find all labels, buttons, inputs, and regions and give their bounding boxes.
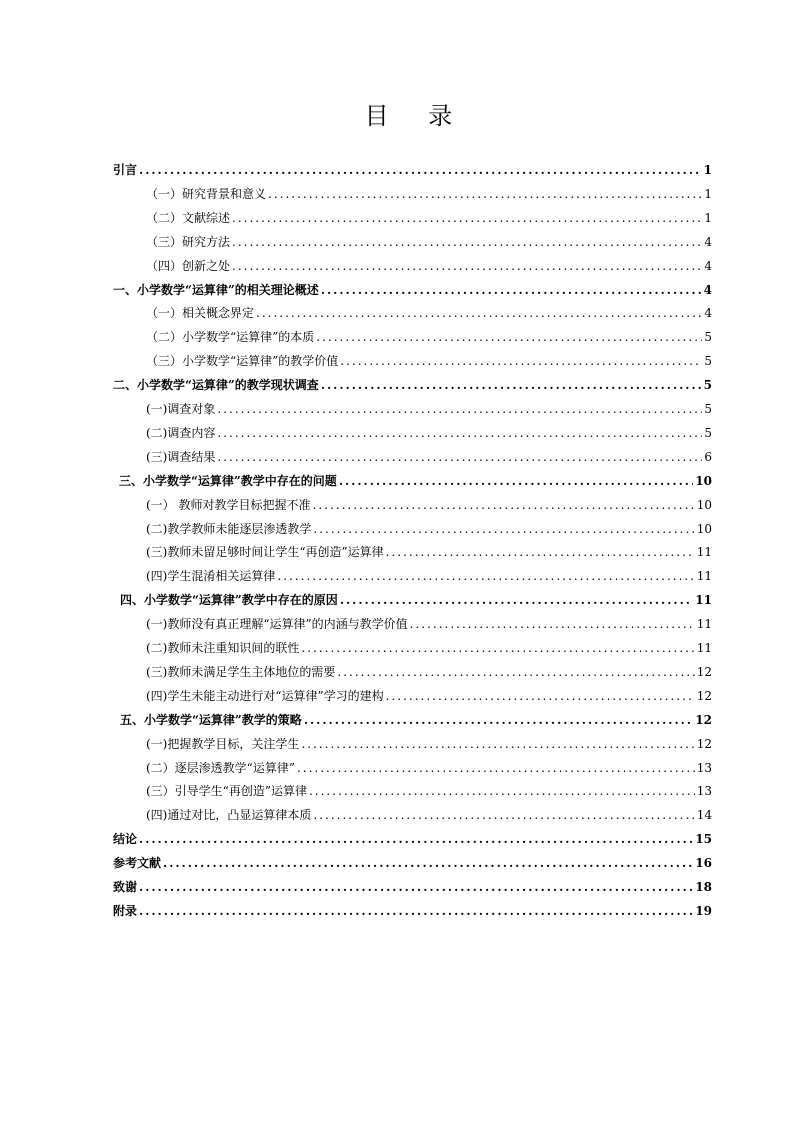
toc-entry[interactable] <box>113 280 712 300</box>
toc-leader-dots <box>301 734 694 754</box>
toc-leader-dots <box>410 614 695 634</box>
toc-entry[interactable] <box>146 734 712 754</box>
toc-entry[interactable] <box>146 184 712 204</box>
toc-entry-title: 三、小学数学“运算律”教学中存在的问题 <box>119 474 337 488</box>
toc-entry-page: 1 <box>704 211 712 225</box>
toc-entry[interactable] <box>146 781 712 801</box>
toc-leader-dots <box>163 853 693 873</box>
toc-entry-title: （一）研究背景和意义 <box>146 187 267 201</box>
toc-entry[interactable] <box>146 614 712 634</box>
toc-entry[interactable] <box>146 495 712 515</box>
toc-leader-dots <box>301 638 694 658</box>
toc-entry-page: 6 <box>704 450 712 464</box>
toc-entry-title: (三）引导学生“再创造”运算律 <box>146 784 307 798</box>
toc-entry[interactable] <box>146 208 712 228</box>
toc-entry[interactable] <box>120 590 712 610</box>
toc-entry-title: (二)教师未注重知识间的联性 <box>146 641 300 655</box>
toc-entry[interactable] <box>146 256 712 276</box>
toc-leader-dots <box>313 805 694 825</box>
toc-entry[interactable] <box>113 877 712 897</box>
toc-entry-title: (一） 教师对教学目标把握不准 <box>146 498 311 512</box>
toc-leader-dots <box>386 686 695 706</box>
toc-entry-title: 致谢 <box>113 880 138 894</box>
toc-entry[interactable] <box>146 447 712 467</box>
toc-entry-page: 5 <box>704 426 712 440</box>
toc-entry-title: 参考文献 <box>113 856 162 870</box>
toc-entry-page: 4 <box>704 259 712 273</box>
toc-leader-dots <box>316 327 702 347</box>
toc-entry-page: 1 <box>703 163 712 177</box>
toc-entry-title: (一)教师没有真正理解“运算律”的内涵与教学价值 <box>146 617 408 631</box>
toc-entry-title: 一、小学数学“运算律”的相关理论概述 <box>113 283 319 297</box>
toc-entry-title: （二）小学数学“运算律”的本质 <box>146 330 315 344</box>
toc-entry[interactable] <box>146 303 712 323</box>
toc-leader-dots <box>139 901 693 921</box>
toc-entry[interactable] <box>146 351 712 371</box>
toc-leader-dots <box>339 471 693 491</box>
toc-entry-page: 14 <box>696 808 712 822</box>
toc-entry-title: 二、小学数学“运算律”的教学现状调查 <box>113 378 319 392</box>
toc-entry-title: (四)学生混淆相关运算律 <box>146 569 276 583</box>
toc-entry-title: 五、小学数学“运算律”教学的策略 <box>120 713 302 727</box>
toc-leader-dots <box>139 160 702 180</box>
toc-leader-dots <box>304 710 693 730</box>
toc-leader-dots <box>340 590 693 610</box>
toc-entry-page: 10 <box>696 498 712 512</box>
toc-entry[interactable] <box>146 805 712 825</box>
toc-entry-title: (一)调查对象 <box>146 402 216 416</box>
toc-entry-title: (二)调查内容 <box>146 426 216 440</box>
toc-entry-title: 结论 <box>113 832 138 846</box>
toc-entry-title: (一)把握教学目标，关注学生 <box>146 737 300 751</box>
toc-entry-page: 4 <box>704 235 712 249</box>
toc-leader-dots <box>232 232 702 252</box>
toc-leader-dots <box>232 256 702 276</box>
toc-entry[interactable] <box>146 686 712 706</box>
toc-entry[interactable] <box>146 662 712 682</box>
toc-entry[interactable] <box>146 638 712 658</box>
toc-entry[interactable] <box>146 519 712 539</box>
toc-entry-title: （三）小学数学“运算律”的教学价值 <box>146 354 339 368</box>
toc-entry[interactable] <box>113 375 712 395</box>
toc-entry-page: 5 <box>703 378 712 392</box>
toc-leader-dots <box>139 877 693 897</box>
toc-entry-page: 10 <box>696 522 712 536</box>
toc-entry[interactable] <box>146 542 712 562</box>
toc-entry-page: 12 <box>696 689 712 703</box>
toc-entry[interactable] <box>146 327 712 347</box>
toc-entry-page: 13 <box>696 784 712 798</box>
toc-leader-dots <box>217 399 702 419</box>
toc-entry-page: 11 <box>696 617 712 631</box>
toc-entry-title: (三)教师未满足学生主体地位的需要 <box>146 665 336 679</box>
toc-entry-page: 1 <box>704 187 712 201</box>
toc-entry-page: 11 <box>696 545 712 559</box>
toc-entry-page: 19 <box>695 904 712 918</box>
toc-leader-dots <box>139 829 693 849</box>
toc-entry-page: 11 <box>695 593 712 607</box>
toc-leader-dots <box>386 542 695 562</box>
toc-entry-page: 11 <box>696 569 712 583</box>
toc-entry[interactable] <box>146 566 712 586</box>
toc-entry-page: 18 <box>695 880 712 894</box>
toc-leader-dots <box>313 519 694 539</box>
toc-entry[interactable] <box>113 160 712 180</box>
toc-entry[interactable] <box>146 758 712 778</box>
toc-entry-title: （一）相关概念界定 <box>146 306 255 320</box>
toc-entry[interactable] <box>113 901 712 921</box>
page-title: 目 录 <box>364 102 469 130</box>
toc-leader-dots <box>232 208 702 228</box>
toc-entry-title: 附录 <box>113 904 138 918</box>
toc-entry[interactable] <box>146 423 712 443</box>
toc-entry-title: (四)学生未能主动进行对“运算律”学习的建构 <box>146 689 384 703</box>
toc-leader-dots <box>321 375 702 395</box>
toc-entry-page: 12 <box>696 665 712 679</box>
toc-leader-dots <box>217 423 702 443</box>
toc-leader-dots <box>337 662 694 682</box>
toc-entry-page: 5 <box>704 330 712 344</box>
toc-entry-title: （三）研究方法 <box>146 235 231 249</box>
toc-entry-page: 4 <box>703 283 712 297</box>
toc-entry[interactable] <box>119 471 712 491</box>
toc-entry[interactable] <box>113 829 712 849</box>
toc-entry-page: 15 <box>695 832 712 846</box>
toc-entry-title: (三)调查结果 <box>146 450 216 464</box>
toc-entry-title: (三)教师未留足够时间让学生“再创造”运算律 <box>146 545 384 559</box>
toc-leader-dots <box>309 781 695 801</box>
toc-entry-title: （四）创新之处 <box>146 259 231 273</box>
toc-entry-page: 12 <box>695 713 712 727</box>
toc-leader-dots <box>313 495 695 515</box>
toc-entry-page: 13 <box>696 761 712 775</box>
toc-leader-dots <box>256 303 702 323</box>
toc-leader-dots <box>268 184 702 204</box>
toc-leader-dots <box>321 280 702 300</box>
toc-entry-page: 4 <box>704 306 712 320</box>
toc-entry-title: （二）文献综述 <box>146 211 231 225</box>
toc-leader-dots <box>340 351 702 371</box>
toc-leader-dots <box>217 447 702 467</box>
toc-leader-dots <box>277 566 694 586</box>
toc-entry-page: 11 <box>696 641 712 655</box>
toc-entry-title: (四)通过对比，凸显运算律本质 <box>146 808 312 822</box>
toc-entry-title: (二）逐层渗透教学“运算律” <box>146 761 295 775</box>
toc-entry-title: 四、小学数学“运算律”教学中存在的原因 <box>120 593 338 607</box>
toc-entry[interactable] <box>120 710 712 730</box>
toc-leader-dots <box>297 758 695 778</box>
toc-entry-title: (二)教学教师未能逐层渗透教学 <box>146 522 312 536</box>
toc-entry-page: 16 <box>695 856 712 870</box>
toc-entry-page: 10 <box>695 474 712 488</box>
toc-entry[interactable] <box>146 232 712 252</box>
toc-entry-page: 5 <box>704 402 712 416</box>
toc-entry-title: 引言 <box>113 163 138 177</box>
toc-entry-page: 12 <box>696 737 712 751</box>
toc-entry-page: 5 <box>704 354 712 368</box>
toc-entry[interactable] <box>146 399 712 419</box>
toc-entry[interactable] <box>113 853 712 873</box>
